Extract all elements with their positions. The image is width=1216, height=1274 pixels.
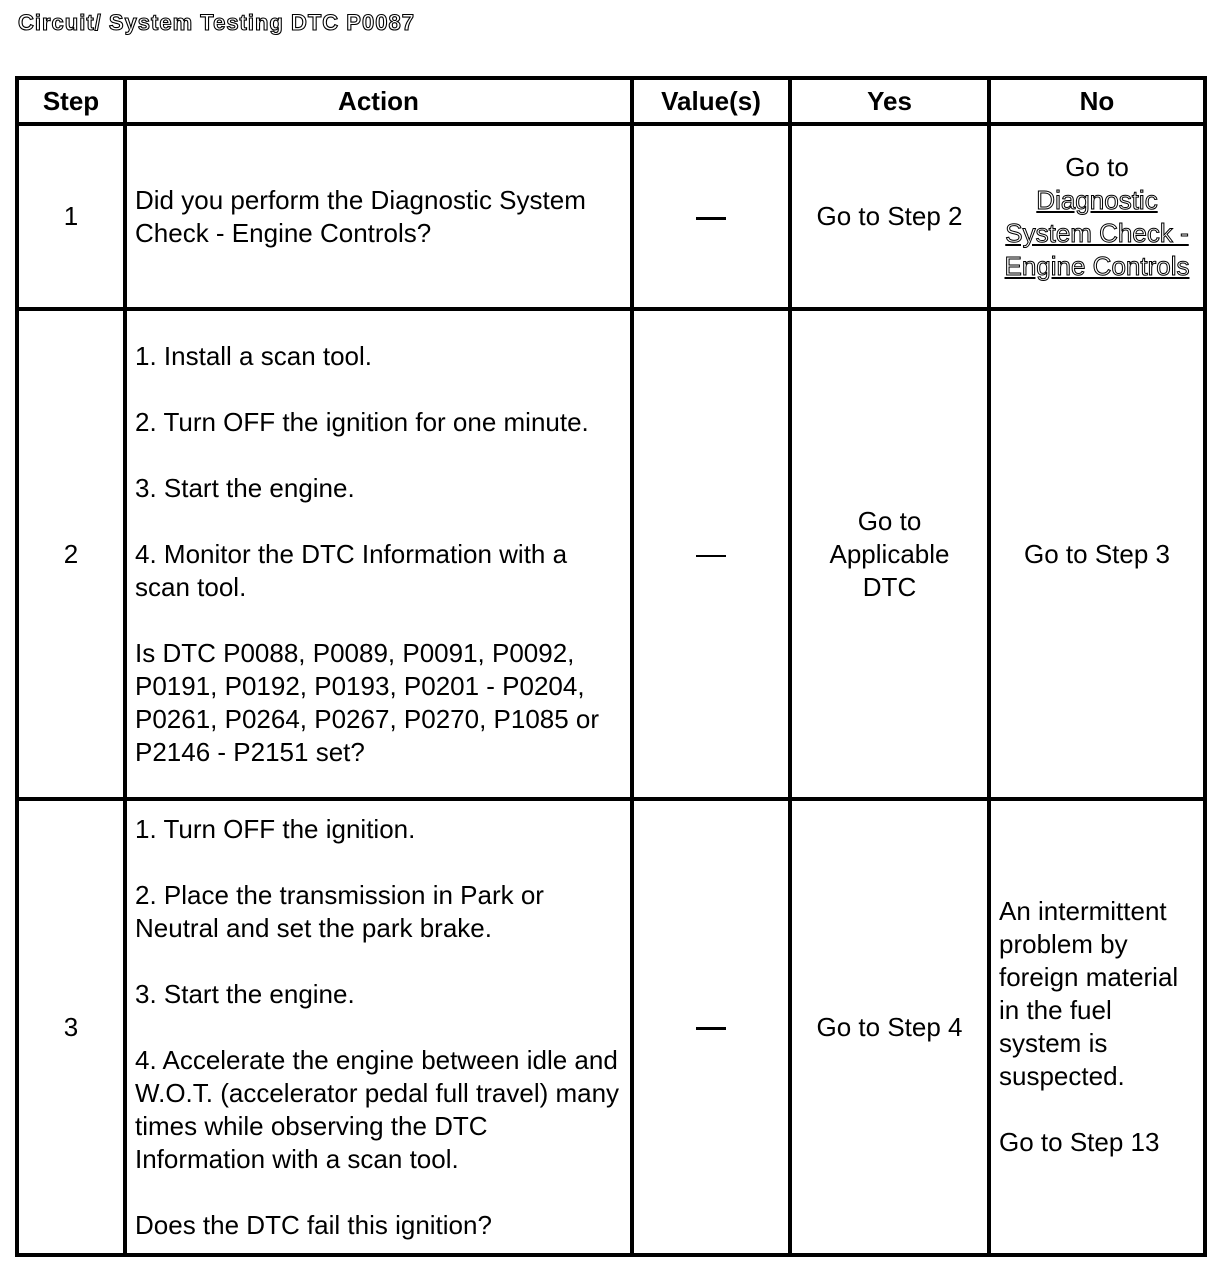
value-dash — [696, 555, 726, 557]
no-cell: Go to Step 3 — [989, 309, 1205, 799]
action-text: 3. Start the engine. — [135, 978, 355, 1009]
value-cell — [632, 309, 790, 799]
diagnostic-system-check-link[interactable]: Diagnostic System Check - Engine Controls — [1004, 184, 1190, 281]
table-row-step-1 — [17, 124, 1205, 309]
action-cell — [125, 309, 632, 799]
action-cell — [125, 799, 632, 1255]
no-cell — [989, 124, 1205, 309]
no-prefix: Go to — [1065, 151, 1129, 182]
step-number: 3 — [17, 799, 125, 1255]
value-dash — [696, 1027, 726, 1030]
action-question: Does the DTC fail this ignition? — [135, 1209, 492, 1240]
value-cell — [632, 799, 790, 1255]
action-cell — [125, 124, 632, 309]
action-text: 4. Accelerate the engine between idle and W.O.T. (accelerator pedal full travel) many times while observing the DTC Information with a scan tool. — [135, 1044, 620, 1174]
column-header-step: Step — [17, 78, 125, 124]
no-text: An intermittent problem by foreign material in the fuel system is suspected. — [999, 896, 1179, 1091]
action-text: Did you perform the Diagnostic System Check - Engine Controls? — [135, 184, 586, 248]
column-header-no: No — [989, 78, 1205, 124]
value-cell — [632, 124, 790, 309]
yes-cell: Go to Step 2 — [790, 124, 989, 309]
action-text: 4. Monitor the DTC Information with a scan tool. — [135, 538, 568, 602]
step-number: 2 — [17, 309, 125, 799]
value-dash — [696, 217, 726, 220]
action-question: Is DTC P0088, P0089, P0091, P0092, P0191, P0192, P0193, P0201 - P0204, P0261, P0264, P0267, P0270, P1085 or P2146 - P2151 set? — [135, 637, 600, 767]
no-text: Go to Step 13 — [999, 1127, 1160, 1157]
action-text: 1. Install a scan tool. — [135, 340, 373, 371]
action-text: 2. Place the transmission in Park or Neutral and set the park brake. — [135, 879, 544, 943]
action-text: 3. Start the engine. — [135, 472, 355, 503]
page-title: Circuit/ System Testing DTC P0087 — [18, 10, 415, 35]
step-number: 1 — [17, 124, 125, 309]
column-header-yes: Yes — [790, 78, 989, 124]
table-row-step-2 — [17, 309, 1205, 799]
column-header-values: Value(s) — [632, 78, 790, 124]
yes-cell: Go to Applicable DTC — [790, 309, 989, 799]
table-header-row — [17, 78, 1205, 124]
table-row-step-3 — [17, 799, 1205, 1255]
action-text: 1. Turn OFF the ignition. — [135, 813, 416, 844]
no-cell — [989, 799, 1205, 1255]
diagnostic-table — [15, 76, 1207, 1257]
action-text: 2. Turn OFF the ignition for one minute. — [135, 406, 589, 437]
column-header-action: Action — [125, 78, 632, 124]
yes-cell: Go to Step 4 — [790, 799, 989, 1255]
